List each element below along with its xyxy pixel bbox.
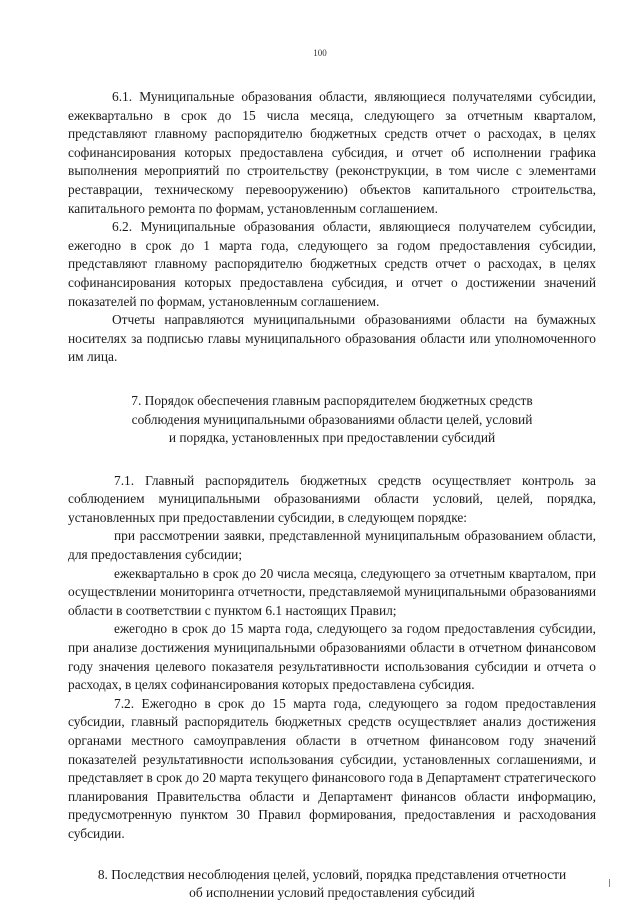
section-8-heading [68,866,596,903]
section-8-heading-line: об исполнении условий предоставления субсидий [189,885,475,901]
section-7-heading [68,392,596,448]
paragraph-7-1-item-quarterly: ежеквартально в срок до 20 числа месяца, следующего за отчетным кварталом, при осуществлении мониторинга отчетности, представляемой муниципальными образованиями области в соответствии с пунктом 6.1 настоящих Правил; [68,565,596,618]
section-7-heading-line: соблюдения муниципальными образованиями области целей, условий [131,411,533,427]
paragraph-7-1: 7.1. Главный распорядитель бюджетных средств осуществляет контроль за соблюдением муниципальными образованиями области условий, целей, порядка, установленных при предоставлении субсидии, в следующем порядке: [68,472,596,525]
paragraph-reports-submission: Отчеты направляются муниципальными образованиями области на бумажных носителях за подписью главы муниципального образования области или уполномоченного им лица. [68,312,596,365]
section-7-heading-line: и порядка, установленных при предоставлении субсидий [168,430,496,446]
section-8-heading-line: 8. Последствия несоблюдения целей, условий, порядка представления отчетности [97,866,567,882]
scan-mark [609,879,610,887]
paragraph-7-1-item-application: при рассмотрении заявки, представленной муниципальным образованием области, для предоставления субсидии; [68,528,596,563]
section-7-body [68,472,596,844]
paragraph-6-2: 6.2. Муниципальные образования области, являющиеся получателем субсидии, ежегодно в срок до 1 марта года, следующего за годом предоставления субсидии, представляют главному распорядителю бюджетных средств отчет о расходах, в целях софинансирования которых предоставлена субсидия, и отчет о достижении значений показателей по формам, установленным соглашением. [68,219,596,309]
page-number: 100 [313,48,327,58]
paragraph-6-1: 6.1. Муниципальные образования области, являющиеся получателями субсидии, ежеквартально в срок до 15 числа месяца, следующего за отчетным кварталом, представляют главному распорядителю бюджетных средств отчет о расходах, в целях софинансирования которых предоставлена субсидия, и отчет об исполнении графика выполнения мероприятий по строительству (реконструкции, в том числе с элементами реставрации, техническому перевооружению) объектов капитального строительства, капитального ремонта по формам, установленным соглашением. [68,89,596,216]
paragraph-7-2: 7.2. Ежегодно в срок до 15 марта года, следующего за годом предоставления субсидии, главный распорядитель бюджетных средств осуществляет анализ достижения органами местного самоуправления области в отчетном финансовом году значений показателей результативности использования субсидии, установленных соглашениями, и представляет в срок до 20 марта текущего финансового года в Департамент стратегического планирования Правительства области и Департамент финансов области информацию, предусмотренную пунктом 30 Правил формирования, предоставления и расходования субсидии. [68,695,596,841]
paragraph-7-1-item-annual: ежегодно в срок до 15 марта года, следующего за годом предоставления субсидии, при анализе достижения муниципальными образованиями области в отчетном финансовом году значения целевого показателя результативности использования субсидии и отчета о расходах, в целях софинансирования которых предоставлена субсидия. [68,621,596,693]
document-body [68,88,596,903]
section-7-heading-line: 7. Порядок обеспечения главным распорядителем бюджетных средств [131,392,533,408]
